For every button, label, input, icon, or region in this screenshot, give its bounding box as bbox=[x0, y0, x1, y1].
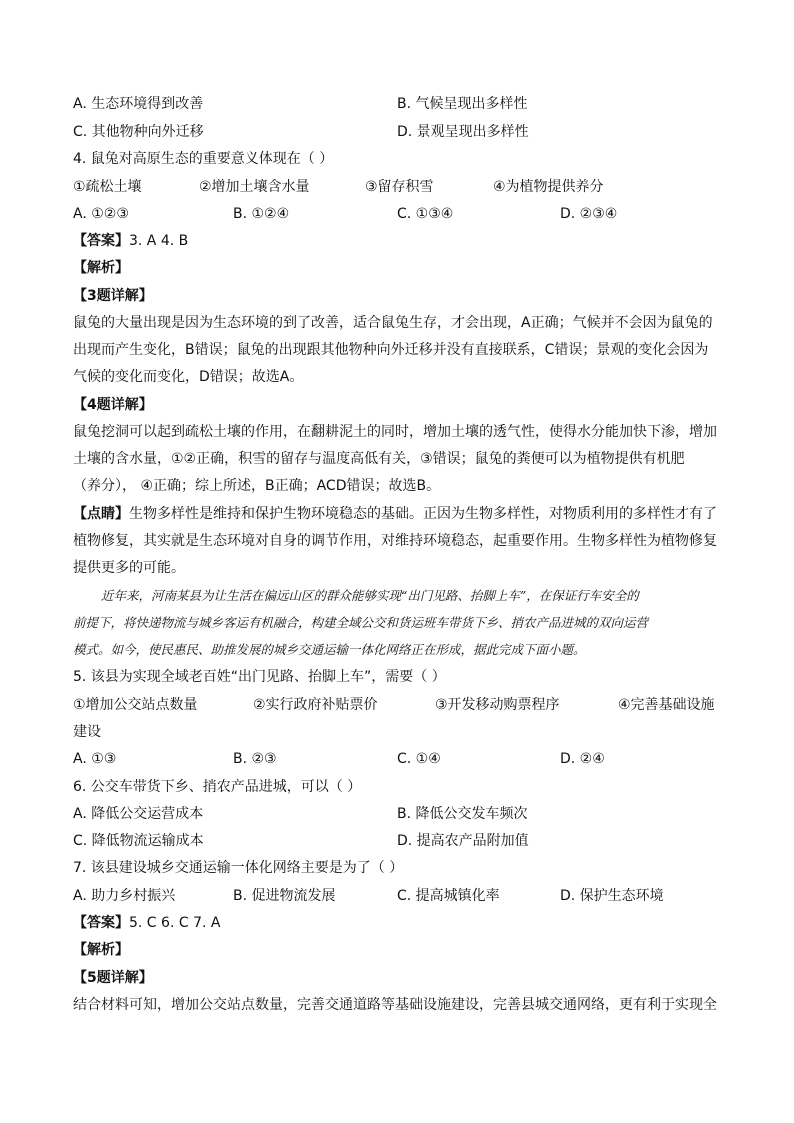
answer-tag: 【答案】 bbox=[73, 233, 129, 249]
q7-option-c: C. 提高城镇化率 bbox=[397, 888, 500, 904]
q5-option-c: C. ①④ bbox=[397, 751, 441, 767]
answer-text: 3. A 4. B bbox=[129, 233, 189, 249]
q5-stem: 5. 该县为实现全域老百姓“出门见路、抬脚上车”，需要（ ） bbox=[73, 669, 446, 685]
q4-stem: 4. 鼠兔对高原生态的重要意义体现在（ ） bbox=[73, 151, 334, 167]
detail-4-line-3: （养分）， ④正确；综上所述，B正确；ACD错误；故选B。 bbox=[73, 478, 441, 494]
q3-option-d: D. 景观呈现出多样性 bbox=[397, 124, 529, 140]
dianjing-line-2: 植物修复，其实就是生态环境对自身的调节作用，对维持环境稳态，起重要作用。生物多样性为植物修复 bbox=[73, 533, 717, 549]
q4-option-a: A. ①②③ bbox=[73, 206, 129, 222]
dianjing-line-1 bbox=[73, 505, 717, 523]
q7-option-b: B. 促进物流发展 bbox=[233, 888, 336, 904]
material-line-3: 模式。如今，使民惠民、助推发展的城乡交通运输一体化网络正在形成，据此完成下面小题。 bbox=[73, 642, 586, 657]
detail-3-line-3: 气候的变化而变化，D错误；故选A。 bbox=[73, 369, 304, 385]
detail-5-heading: 【5题详解】 bbox=[73, 970, 153, 986]
answer-tag-2: 【答案】 bbox=[73, 915, 129, 931]
q6-option-d: D. 提高农产品附加值 bbox=[397, 833, 529, 849]
q5-option-d: D. ②④ bbox=[560, 751, 605, 767]
detail-5-line-1: 结合材料可知，增加公交站点数量，完善交通道路等基础设施建设，完善县城交通网络，更有利于实现全 bbox=[73, 997, 717, 1013]
q5-item-1: ①增加公交站点数量 bbox=[73, 697, 198, 713]
q6-option-a: A. 降低公交运营成本 bbox=[73, 806, 204, 822]
analysis-heading-2: 【解析】 bbox=[73, 942, 129, 958]
q3-option-b: B. 气候呈现出多样性 bbox=[397, 96, 528, 112]
q4-item-3: ③留存积雪 bbox=[365, 179, 434, 195]
detail-3-line-2: 出现而产生变化，B错误；鼠兔的出现跟其他物种向外迁移并没有直接联系，C错误；景观的变化会因为 bbox=[73, 342, 709, 358]
q4-option-c: C. ①③④ bbox=[397, 206, 454, 222]
q6-stem: 6. 公交车带货下乡、捎农产品进城，可以（ ） bbox=[73, 779, 362, 795]
q5-item-cont: 建设 bbox=[73, 724, 101, 740]
answer-text-2: 5. C 6. C 7. A bbox=[129, 915, 221, 931]
detail-4-line-2: 土壤的含水量，①②正确，积雪的留存与温度高低有关，③错误；鼠兔的粪便可以为植物提供有机肥 bbox=[73, 451, 685, 467]
q4-option-b: B. ①②④ bbox=[233, 206, 290, 222]
q3-option-a: A. 生态环境得到改善 bbox=[73, 96, 204, 112]
q4-item-2: ②增加土壤含水量 bbox=[199, 179, 310, 195]
material-line-1: 近年来，河南某县为让生活在偏远山区的群众能够实现“出门见路、抬脚上车”，在保证行车安全的 bbox=[101, 588, 639, 603]
q3-option-c: C. 其他物种向外迁移 bbox=[73, 124, 204, 140]
detail-3-line-1: 鼠兔的大量出现是因为生态环境的到了改善，适合鼠兔生存，才会出现，A正确；气候并不会因为鼠兔的 bbox=[73, 315, 713, 331]
dianjing-line-3: 提供更多的可能。 bbox=[73, 560, 185, 576]
detail-4-line-1: 鼠兔挖洞可以起到疏松土壤的作用，在翻耕泥土的同时，增加土壤的透气性，使得水分能加快下渗，增加 bbox=[73, 424, 717, 440]
q5-item-4: ④完善基础设施 bbox=[618, 697, 715, 713]
q5-option-b: B. ②③ bbox=[233, 751, 277, 767]
detail-4-heading: 【4题详解】 bbox=[73, 397, 153, 413]
q7-stem: 7. 该县建设城乡交通运输一体化网络主要是为了（ ） bbox=[73, 860, 404, 876]
detail-3-heading: 【3题详解】 bbox=[73, 288, 153, 304]
q6-option-c: C. 降低物流运输成本 bbox=[73, 833, 204, 849]
analysis-heading: 【解析】 bbox=[73, 260, 129, 276]
dianjing-text-1: 生物多样性是维持和保护生物环境稳态的基础。正因为生物多样性，对物质利用的多样性才有了 bbox=[129, 506, 717, 522]
answer-block-1 bbox=[73, 232, 188, 250]
q7-option-a: A. 助力乡村振兴 bbox=[73, 888, 176, 904]
q5-item-3: ③开发移动购票程序 bbox=[435, 697, 560, 713]
q5-option-a: A. ①③ bbox=[73, 751, 117, 767]
dianjing-tag: 【点睛】 bbox=[73, 506, 129, 522]
q7-option-d: D. 保护生态环境 bbox=[560, 888, 664, 904]
q5-item-2: ②实行政府补贴票价 bbox=[253, 697, 378, 713]
material-line-2: 前提下，将快递物流与城乡客运有机融合，构建全域公交和货运班车带货下乡、捎农产品进城的双向运营 bbox=[73, 615, 649, 630]
q4-item-4: ④为植物提供养分 bbox=[493, 179, 604, 195]
q6-option-b: B. 降低公交发车频次 bbox=[397, 806, 528, 822]
q4-option-d: D. ②③④ bbox=[560, 206, 618, 222]
answer-block-2 bbox=[73, 914, 220, 932]
q4-item-1: ①疏松土壤 bbox=[73, 179, 142, 195]
